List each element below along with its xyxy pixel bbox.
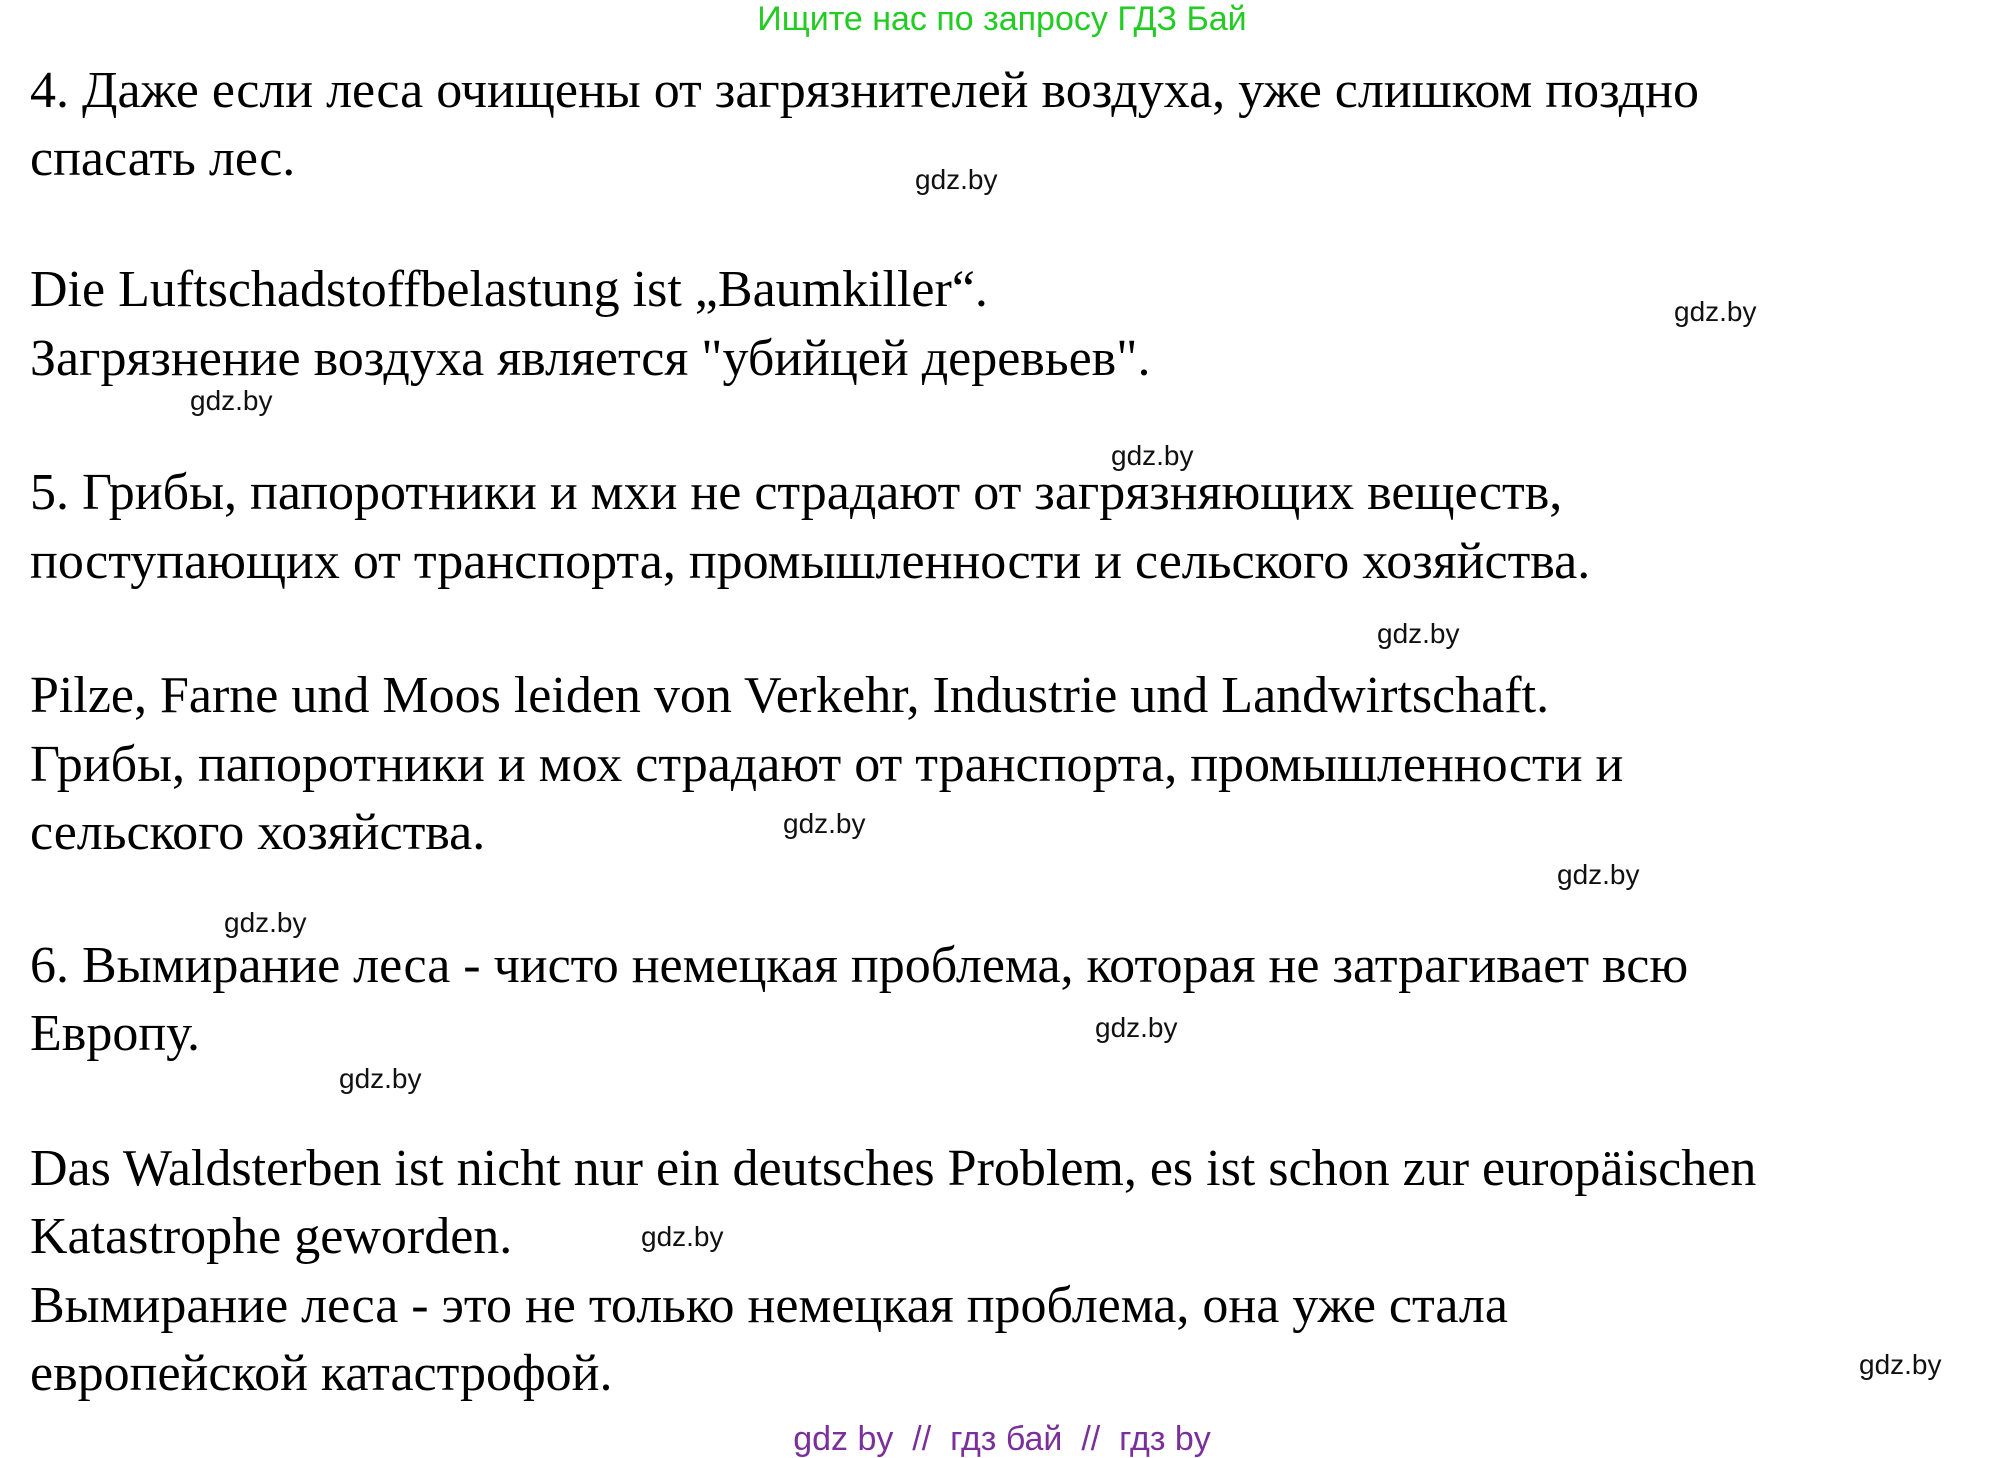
watermark: gdz.by (1557, 859, 1640, 890)
text-line: европейской катастрофой. (30, 1345, 613, 1402)
text-line: сельского хозяйства. (30, 804, 486, 861)
text-line: Die Luftschadstoffbelastung ist „Baumkiller“. (30, 261, 988, 318)
watermark: gdz.by (783, 808, 866, 839)
watermark: gdz.by (1111, 440, 1194, 471)
text-line: 5. Грибы, папоротники и мхи не страдают от загрязняющих веществ, (30, 464, 1563, 521)
text-line: Загрязнение воздуха является "убийцей деревьев". (30, 330, 1151, 387)
text-line: Вымирание леса - это не только немецкая проблема, она уже стала (30, 1277, 1508, 1334)
watermark: gdz.by (915, 164, 998, 195)
header-banner: Ищите нас по запросу ГДЗ Бай (757, 0, 1247, 38)
watermark: gdz.by (641, 1221, 724, 1252)
text-line: 4. Даже если леса очищены от загрязнителей воздуха, уже слишком поздно (30, 62, 1699, 119)
watermark: gdz.by (190, 385, 273, 416)
text-line: спасать лес. (30, 130, 296, 187)
watermark: gdz.by (339, 1063, 422, 1094)
text-line: Das Waldsterben ist nicht nur ein deutsches Problem, es ist schon zur europäischen (30, 1140, 1757, 1197)
text-line: Katastrophe geworden. (30, 1208, 513, 1265)
text-line: Pilze, Farne und Moos leiden von Verkehr, Industrie und Landwirtschaft. (30, 667, 1550, 724)
watermark: gdz.by (224, 907, 307, 938)
watermark: gdz.by (1859, 1349, 1942, 1380)
text-line: Грибы, папоротники и мох страдают от транспорта, промышленности и (30, 736, 1624, 793)
footer-banner: gdz by // гдз бай // гдз by (793, 1420, 1211, 1458)
watermark: gdz.by (1674, 296, 1757, 327)
watermark: gdz.by (1095, 1012, 1178, 1043)
text-line: Европу. (30, 1005, 200, 1062)
text-line: 6. Вымирание леса - чисто немецкая проблема, которая не затрагивает всю (30, 937, 1689, 994)
watermark: gdz.by (1377, 618, 1460, 649)
text-line: поступающих от транспорта, промышленности и сельского хозяйства. (30, 533, 1591, 590)
